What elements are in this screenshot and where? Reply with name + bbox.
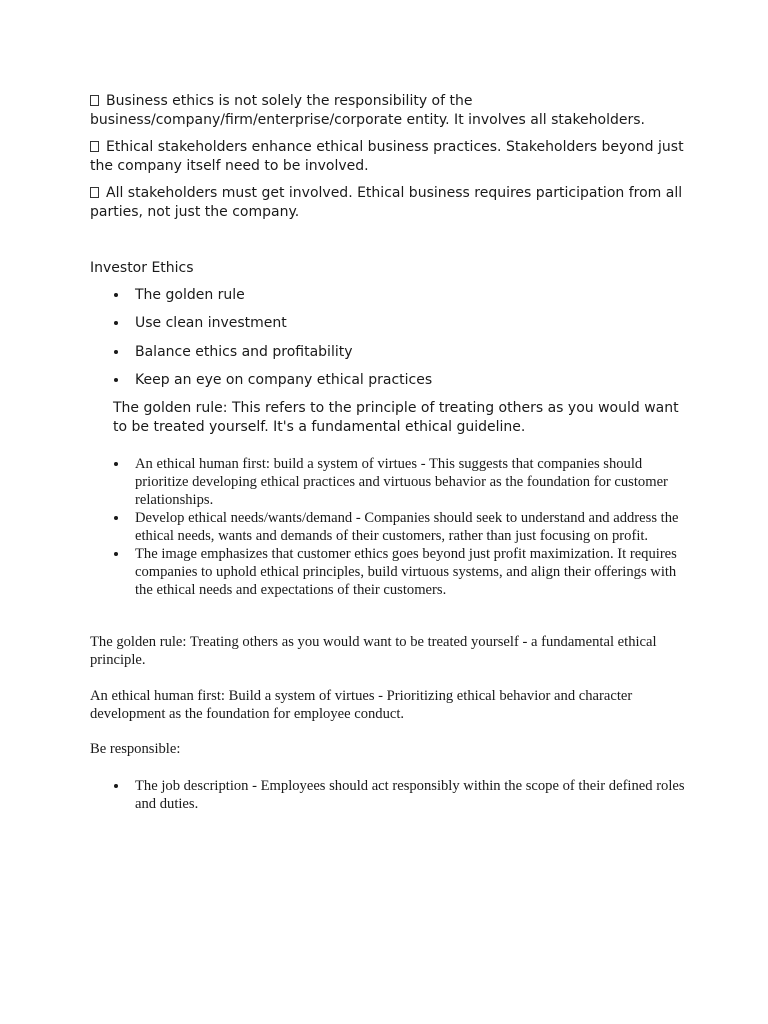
note-text: Ethical stakeholders enhance ethical business practices. Stakeholders beyond just the company itself need to be involved. (90, 139, 684, 174)
missing-glyph-icon (90, 141, 99, 152)
employee-human-first: An ethical human first: Build a system of virtues - Prioritizing ethical behavior and character development as the foundation for employee conduct. (90, 688, 633, 722)
list-item: The golden rule (90, 286, 690, 314)
list-item: Develop ethical needs/wants/demand - Companies should seek to understand and address the ethical needs, wants and demands of their customers, rather than just focusing on profit. (90, 509, 690, 545)
golden-rule-paragraph: The golden rule: This refers to the principle of treating others as you would want to be treated yourself. It's a fundamental ethical guideline. (113, 400, 679, 435)
note-text: All stakeholders must get involved. Ethical business requires participation from all parties, not just the company. (90, 185, 683, 220)
employee-golden-rule: The golden rule: Treating others as you would want to be treated yourself - a fundamental ethical principle. (90, 634, 657, 668)
missing-glyph-icon (90, 95, 99, 106)
missing-glyph-icon (90, 187, 99, 198)
stakeholder-note (90, 138, 690, 175)
note-text: Business ethics is not solely the responsibility of the business/company/firm/enterprise/corporate entity. It involves all stakeholders. (90, 93, 645, 128)
customer-ethics-list (90, 455, 690, 599)
list-item: The job description - Employees should act responsibly within the scope of their defined roles and duties. (90, 777, 690, 813)
list-item: Balance ethics and profitability (90, 343, 690, 371)
list-item: The image emphasizes that customer ethics goes beyond just profit maximization. It requires companies to uphold ethical principles, build virtuous systems, and align their offerings with the ethical needs and expectations of their customers. (90, 545, 690, 599)
responsibility-list (90, 777, 690, 813)
stakeholder-note (90, 184, 690, 221)
list-item: An ethical human first: build a system of virtues - This suggests that companies should prioritize developing ethical practices and virtuous behavior as the foundation for customer relationships. (90, 455, 690, 509)
investor-ethics-list (90, 286, 690, 400)
stakeholder-note (90, 92, 690, 129)
be-responsible-heading: Be responsible: (90, 741, 181, 757)
list-item: Use clean investment (90, 314, 690, 342)
investor-ethics-heading: Investor Ethics (90, 260, 194, 276)
list-item: Keep an eye on company ethical practices (90, 371, 690, 399)
